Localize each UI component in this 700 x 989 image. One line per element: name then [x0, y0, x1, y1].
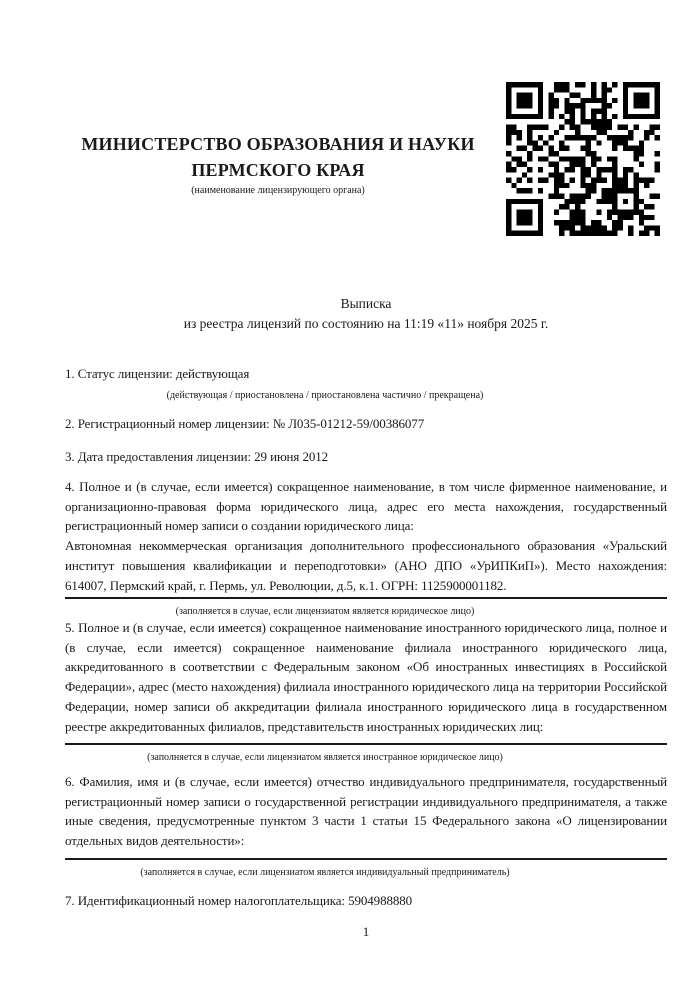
ministry-name-line1: МИНИСТЕРСТВО ОБРАЗОВАНИЯ И НАУКИ [81, 134, 475, 154]
item-legal-entity [65, 477, 667, 620]
foreign-entity-label: 5. Полное и (в случае, если имеется) сокращенное наименование иностранного юридического лица, полное и (в случае, если имеется) сокращенное наименование филиала иностранного юридического лица, аккредитованного в соответствии с Федеральным законом «Об иностранных инвестициях в Российской Федерации», адрес (место нахождения) филиала иностранного юридического лица на территории Российской Федерации, номер записи об аккредитации филиала иностранного юридического лица в государственном реестре аккредитованных филиалов, представительств иностранных юридических лиц: [65, 620, 667, 734]
document-title [65, 294, 667, 334]
page-number: 1 [362, 924, 370, 939]
entrepreneur-label: 6. Фамилия, имя и (в случае, если имеется) отчество индивидуального предпринимателя, государственный регистрационный номер записи о государственной регистрации индивидуального предпринимателя, а также иные сведения, предусмотренные пунктом 3 части 1 статьи 15 Федерального закона «О лицензировании отдельных видов деятельности»: [65, 774, 667, 849]
license-status-text: 1. Статус лицензии: действующая [65, 366, 250, 381]
legal-entity-caption: (заполняется в случае, если лицензиатом является юридическое лицо) [175, 606, 475, 618]
item-taxpayer-id [65, 891, 667, 911]
item-grant-date [65, 447, 667, 467]
ministry-name-line2: ПЕРМСКОГО КРАЯ [191, 160, 365, 180]
entrepreneur-caption-wrap [65, 861, 585, 881]
document-header [58, 131, 498, 198]
item-license-status [65, 364, 667, 403]
fill-line [65, 858, 667, 860]
legal-entity-value: Автономная некоммерческая организация дополнительного профессионального образования «Уральский институт повышения квалификации и переподготовки» (АНО ДПО «УрИПКиП»). Место нахождения: 614007, Пермский край, г. Пермь, ул. Революции, д.5, к.1. ОГРН: 1125900001182. [65, 538, 667, 593]
taxpayer-id-text: 7. Идентификационный номер налогоплательщика: 5904988880 [65, 893, 413, 908]
legal-entity-label: 4. Полное и (в случае, если имеется) сокращенное наименование, в том числе фирменное наименование, и организационно-правовая форма юридического лица, адрес его места нахождения, государственный регистрационный номер записи о создании юридического лица: [65, 479, 667, 534]
document-title-line2: из реестра лицензий по состоянию на 11:19 «11» ноября 2025 г. [183, 316, 549, 331]
legal-entity-caption-wrap [65, 600, 585, 620]
qr-code [505, 82, 661, 236]
entrepreneur-caption: (заполняется в случае, если лицензиатом является индивидуальный предприниматель) [140, 866, 510, 878]
item-foreign-entity [65, 618, 667, 766]
foreign-entity-caption-wrap [65, 746, 585, 766]
fill-line [65, 743, 667, 745]
license-status-options-caption: (действующая / приостановлена / приостановлена частично / прекращена) [166, 389, 484, 401]
grant-date-text: 3. Дата предоставления лицензии: 29 июня 2012 [65, 449, 329, 464]
item-entrepreneur [65, 772, 667, 881]
licensing-authority-caption: (наименование лицензирующего органа) [191, 185, 365, 196]
license-status-options [65, 384, 585, 404]
fill-line [65, 597, 667, 599]
foreign-entity-caption: (заполняется в случае, если лицензиатом является иностранное юридическое лицо) [147, 752, 503, 764]
item-registration-number [65, 414, 667, 434]
registration-number-text: 2. Регистрационный номер лицензии: № Л035-01212-59/00386077 [65, 416, 425, 431]
document-title-line1: Выписка [340, 296, 392, 311]
